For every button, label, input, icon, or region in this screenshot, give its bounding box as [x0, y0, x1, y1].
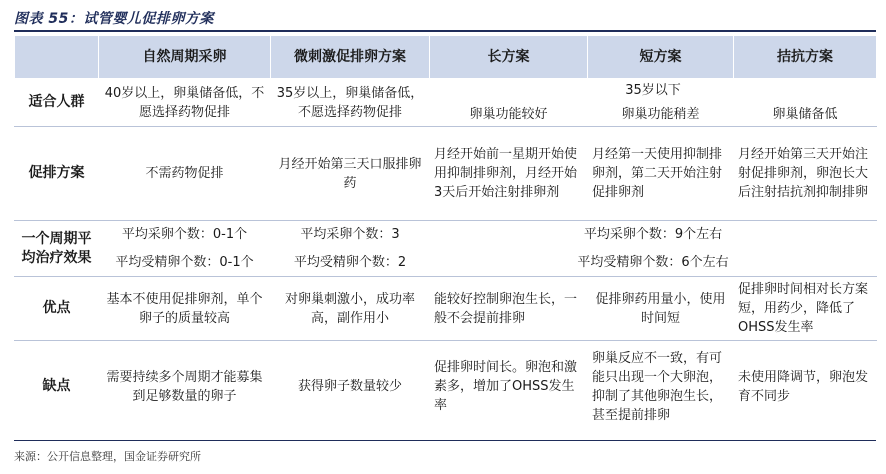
cell-suitable-shared-age: 35岁以下	[430, 79, 877, 103]
cell-protocol-short: 月经第一天使用抑制排卵剂，第二天开始注射促排卵剂	[588, 127, 734, 221]
header-natural-cycle: 自然周期采卵	[99, 36, 271, 79]
cell-protocol-long: 月经开始前一星期开始使用抑制排卵剂，月经开始3天后开始注射排卵剂	[430, 127, 588, 221]
row-label-average: 一个周期平均治疗效果	[15, 221, 99, 277]
cell-cons-natural: 需要持续多个周期才能募集到足够数量的卵子	[99, 341, 271, 433]
cell-protocol-antagonist: 月经开始第三天开始注射促排卵剂，卵泡长大后注射拮抗剂抑制排卵	[734, 127, 877, 221]
cell-average-micro-eggs: 平均采卵个数：3	[271, 221, 430, 249]
cell-suitable-natural: 40岁以上，卵巢储备低，不愿选择药物促排	[99, 79, 271, 127]
cell-suitable-antagonist: 卵巢储备低	[734, 103, 877, 127]
row-label-suitable: 适合人群	[15, 79, 99, 127]
header-short-protocol: 短方案	[588, 36, 734, 79]
cell-average-others-fert: 平均受精卵个数：6个左右	[430, 249, 877, 277]
table-row	[15, 277, 877, 341]
cell-suitable-micro: 35岁以上，卵巢储备低，不愿选择药物促排	[271, 79, 430, 127]
cell-cons-micro: 获得卵子数量较少	[271, 341, 430, 433]
row-label-protocol: 促排方案	[15, 127, 99, 221]
title-rule	[14, 30, 876, 32]
row-label-pros: 优点	[15, 277, 99, 341]
cell-average-natural-fert: 平均受精卵个数：0-1个	[99, 249, 271, 277]
cell-cons-antagonist: 未使用降调节，卵泡发育不同步	[734, 341, 877, 433]
table-row	[15, 127, 877, 221]
table-bottom-rule	[14, 440, 876, 441]
header-empty	[15, 36, 99, 79]
cell-cons-short: 卵巢反应不一致，有可能只出现一个大卵泡，抑制了其他卵泡生长，甚至提前排卵	[588, 341, 734, 433]
figure-title: 图表 55：试管婴儿促排卵方案	[14, 11, 214, 27]
table-row	[15, 341, 877, 433]
cell-cons-long: 促排卵时间长。卵泡和激素多，增加了OHSS发生率	[430, 341, 588, 433]
cell-average-micro-fert: 平均受精卵个数：2	[271, 249, 430, 277]
table-row	[15, 249, 877, 277]
cell-pros-natural: 基本不使用促排卵剂，单个卵子的质量较高	[99, 277, 271, 341]
table-row	[15, 79, 877, 103]
header-long-protocol: 长方案	[430, 36, 588, 79]
row-label-cons: 缺点	[15, 341, 99, 433]
cell-pros-antagonist: 促排卵时间相对长方案短，用药少，降低了OHSS发生率	[734, 277, 877, 341]
cell-suitable-short: 卵巢功能稍差	[588, 103, 734, 127]
cell-suitable-long: 卵巢功能较好	[430, 103, 588, 127]
source-note: 来源：公开信息整理，国金证券研究所	[14, 450, 201, 463]
ivf-protocol-table	[14, 35, 877, 433]
cell-average-natural-eggs: 平均采卵个数：0-1个	[99, 221, 271, 249]
cell-average-others-eggs: 平均采卵个数：9个左右	[430, 221, 877, 249]
header-micro-stimulation: 微刺激促排卵方案	[271, 36, 430, 79]
cell-pros-long: 能较好控制卵泡生长，一般不会提前排卵	[430, 277, 588, 341]
header-row	[15, 36, 877, 79]
cell-pros-short: 促排卵药用量小，使用时间短	[588, 277, 734, 341]
cell-protocol-natural: 不需药物促排	[99, 127, 271, 221]
cell-protocol-micro: 月经开始第三天口服排卵药	[271, 127, 430, 221]
table-row	[15, 221, 877, 249]
header-antagonist-protocol: 拮抗方案	[734, 36, 877, 79]
cell-pros-micro: 对卵巢刺激小，成功率高，副作用小	[271, 277, 430, 341]
